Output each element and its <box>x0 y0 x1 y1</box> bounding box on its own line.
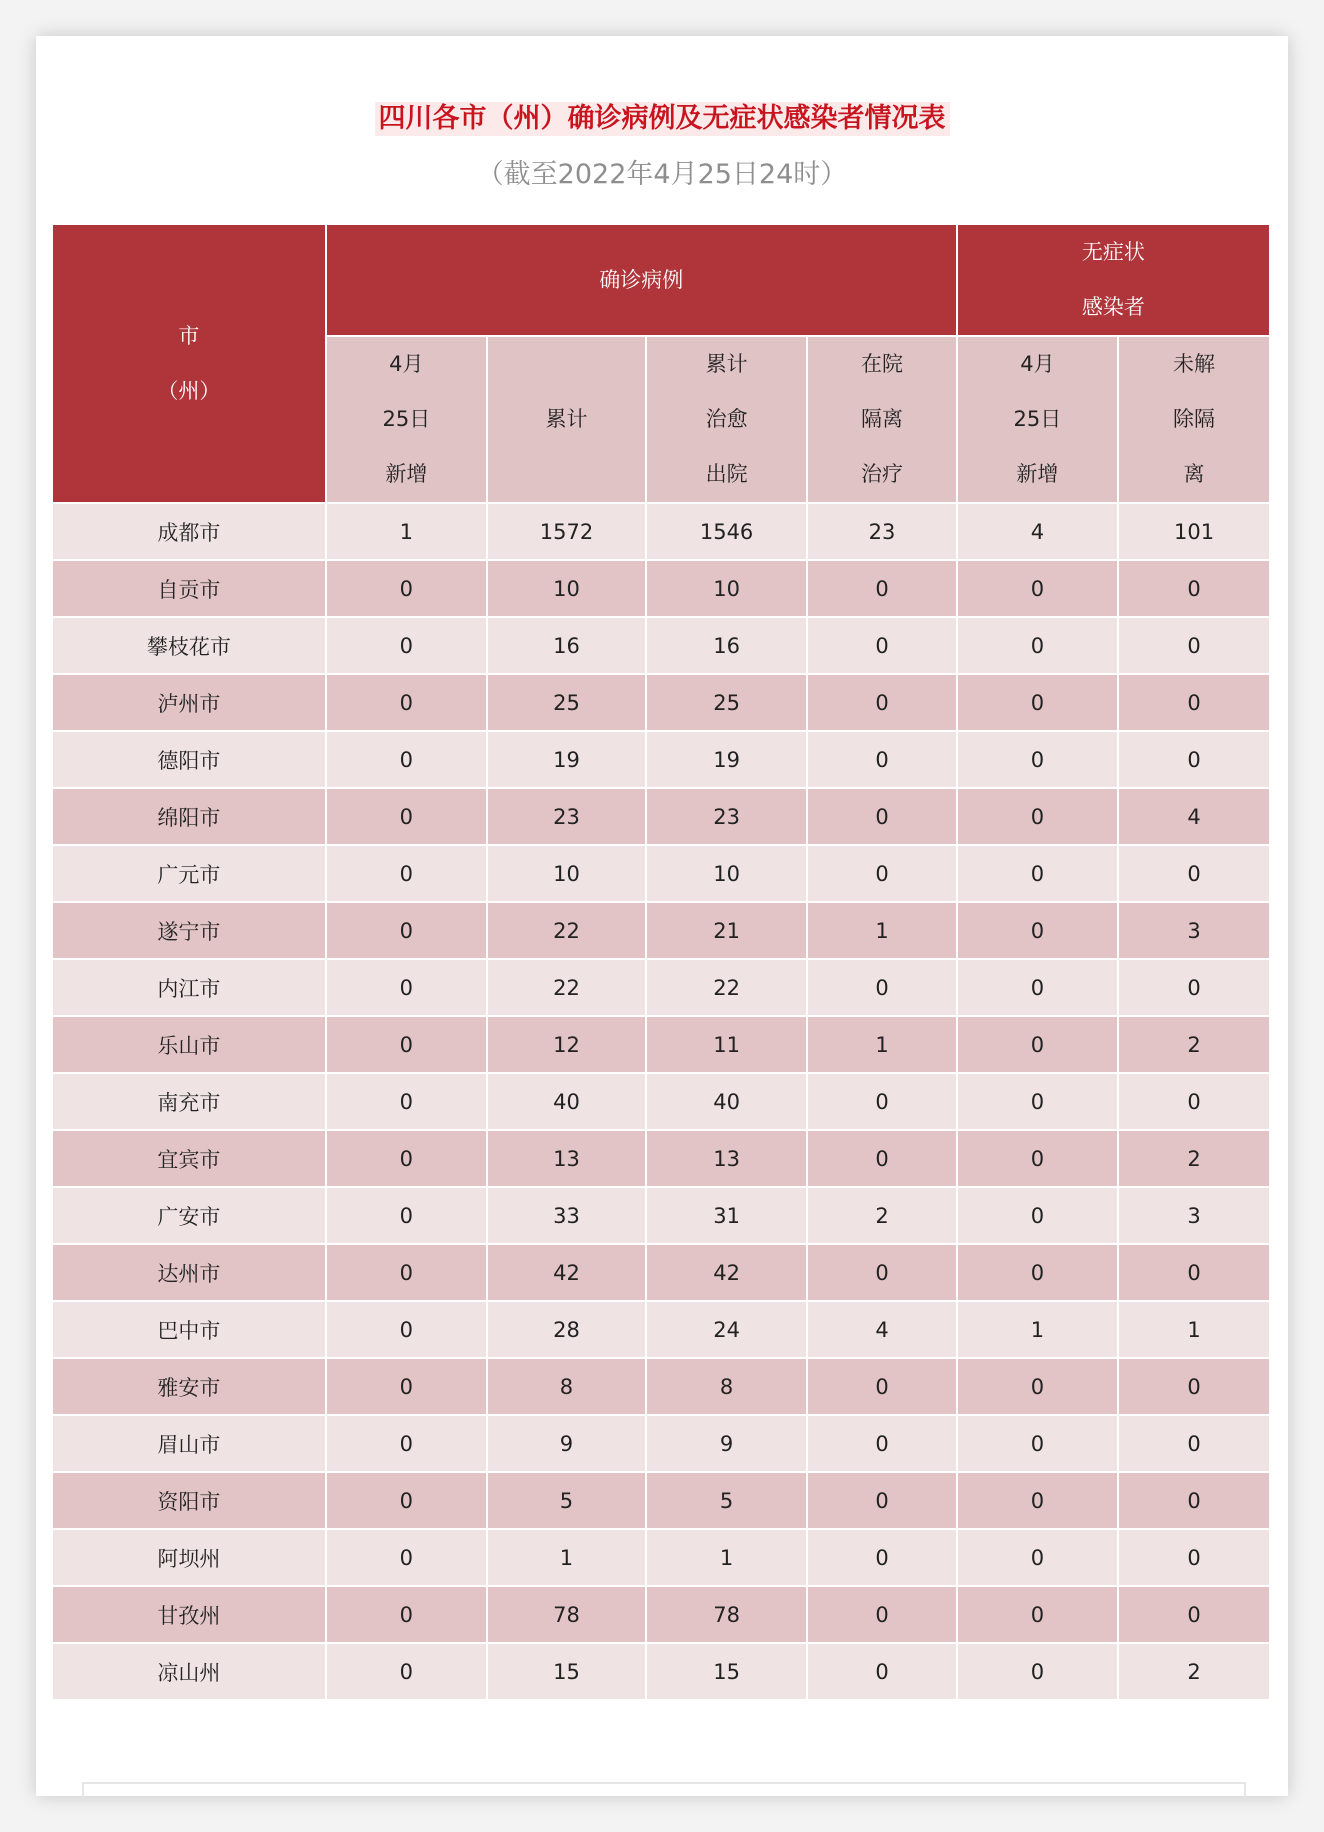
value-cell: 1 <box>1119 1302 1269 1357</box>
value-cell: 0 <box>1119 561 1269 616</box>
city-name-cell: 广元市 <box>53 846 325 901</box>
value-cell: 10 <box>647 561 806 616</box>
subheader-line: 累计 <box>705 352 748 376</box>
subheader-cell <box>958 337 1117 502</box>
value-cell: 0 <box>327 1530 486 1585</box>
table-row <box>53 1530 1269 1585</box>
table-row <box>53 504 1269 559</box>
value-cell: 15 <box>488 1644 645 1699</box>
value-cell: 0 <box>327 1188 486 1243</box>
table-row <box>53 1416 1269 1471</box>
page-title: 四川各市（州）确诊病例及无症状感染者情况表 <box>375 102 950 136</box>
value-cell: 0 <box>808 846 956 901</box>
table-row <box>53 1587 1269 1642</box>
value-cell: 0 <box>808 1359 956 1414</box>
header-city-line: （州） <box>157 378 221 403</box>
value-cell: 0 <box>327 1359 486 1414</box>
value-cell: 40 <box>488 1074 645 1129</box>
value-cell: 31 <box>647 1188 806 1243</box>
value-cell: 0 <box>327 1017 486 1072</box>
value-cell: 0 <box>958 1359 1117 1414</box>
value-cell: 13 <box>488 1131 645 1186</box>
value-cell: 0 <box>808 1587 956 1642</box>
subheader-line: 4月 <box>389 352 424 376</box>
city-name-cell: 成都市 <box>53 504 325 559</box>
value-cell: 0 <box>958 1188 1117 1243</box>
city-name-cell: 广安市 <box>53 1188 325 1243</box>
value-cell: 5 <box>488 1473 645 1528</box>
value-cell: 0 <box>327 1074 486 1129</box>
city-name-cell: 遂宁市 <box>53 903 325 958</box>
subheader-line: 隔离 <box>861 407 903 431</box>
header-city-line: 市 <box>178 323 200 348</box>
value-cell: 4 <box>958 504 1117 559</box>
value-cell: 0 <box>327 1644 486 1699</box>
value-cell: 0 <box>808 732 956 787</box>
value-cell: 0 <box>808 1131 956 1186</box>
value-cell: 0 <box>327 1131 486 1186</box>
value-cell: 1546 <box>647 504 806 559</box>
value-cell: 2 <box>808 1188 956 1243</box>
value-cell: 0 <box>958 618 1117 673</box>
value-cell: 16 <box>647 618 806 673</box>
value-cell: 0 <box>958 1074 1117 1129</box>
value-cell: 0 <box>958 903 1117 958</box>
value-cell: 78 <box>647 1587 806 1642</box>
subheader-cell <box>808 337 956 502</box>
value-cell: 2 <box>1119 1644 1269 1699</box>
value-cell: 42 <box>488 1245 645 1300</box>
value-cell: 3 <box>1119 903 1269 958</box>
value-cell: 1 <box>808 903 956 958</box>
subheader-line: 未解 <box>1173 352 1216 376</box>
city-name-cell: 攀枝花市 <box>53 618 325 673</box>
value-cell: 22 <box>488 960 645 1015</box>
bottom-divider <box>82 1782 1246 1798</box>
value-cell: 1 <box>327 504 486 559</box>
value-cell: 4 <box>1119 789 1269 844</box>
city-name-cell: 巴中市 <box>53 1302 325 1357</box>
subheader-line: 在院 <box>861 352 903 376</box>
subheader-cell <box>1119 337 1269 502</box>
value-cell: 25 <box>647 675 806 730</box>
value-cell: 0 <box>958 1131 1117 1186</box>
city-name-cell: 资阳市 <box>53 1473 325 1528</box>
value-cell: 23 <box>488 789 645 844</box>
table-row <box>53 846 1269 901</box>
value-cell: 0 <box>958 1245 1117 1300</box>
city-name-cell: 泸州市 <box>53 675 325 730</box>
value-cell: 0 <box>958 1473 1117 1528</box>
value-cell: 21 <box>647 903 806 958</box>
subheader-line: 治愈 <box>705 407 748 431</box>
value-cell: 1 <box>488 1530 645 1585</box>
value-cell: 0 <box>958 1644 1117 1699</box>
value-cell: 0 <box>1119 1416 1269 1471</box>
city-name-cell: 眉山市 <box>53 1416 325 1471</box>
article-card <box>36 36 1288 1796</box>
value-cell: 2 <box>1119 1017 1269 1072</box>
value-cell: 5 <box>647 1473 806 1528</box>
table-row <box>53 1188 1269 1243</box>
header-asymptomatic-line: 感染者 <box>1081 295 1145 319</box>
city-name-cell: 乐山市 <box>53 1017 325 1072</box>
value-cell: 12 <box>488 1017 645 1072</box>
city-name-cell: 绵阳市 <box>53 789 325 844</box>
table-row <box>53 1017 1269 1072</box>
header-asymptomatic-line: 无症状 <box>1081 240 1145 264</box>
subheader-line: 累计 <box>545 407 588 431</box>
value-cell: 0 <box>1119 846 1269 901</box>
value-cell: 0 <box>958 789 1117 844</box>
value-cell: 0 <box>808 561 956 616</box>
table-row <box>53 1644 1269 1699</box>
value-cell: 8 <box>647 1359 806 1414</box>
table-body <box>53 504 1269 1699</box>
table-row <box>53 1473 1269 1528</box>
value-cell: 0 <box>327 846 486 901</box>
value-cell: 0 <box>808 1530 956 1585</box>
subheader-cell <box>488 337 645 502</box>
value-cell: 0 <box>327 561 486 616</box>
city-name-cell: 达州市 <box>53 1245 325 1300</box>
header-asymptomatic <box>958 225 1269 335</box>
covid-stats-table <box>51 223 1271 1701</box>
value-cell: 3 <box>1119 1188 1269 1243</box>
value-cell: 9 <box>647 1416 806 1471</box>
value-cell: 1 <box>647 1530 806 1585</box>
value-cell: 0 <box>958 561 1117 616</box>
value-cell: 23 <box>808 504 956 559</box>
value-cell: 15 <box>647 1644 806 1699</box>
table-row <box>53 1302 1269 1357</box>
value-cell: 11 <box>647 1017 806 1072</box>
value-cell: 0 <box>808 675 956 730</box>
value-cell: 0 <box>958 1530 1117 1585</box>
city-name-cell: 宜宾市 <box>53 1131 325 1186</box>
value-cell: 0 <box>808 1644 956 1699</box>
table-row <box>53 1074 1269 1129</box>
value-cell: 1 <box>958 1302 1117 1357</box>
value-cell: 10 <box>647 846 806 901</box>
table-row <box>53 903 1269 958</box>
value-cell: 19 <box>488 732 645 787</box>
value-cell: 42 <box>647 1245 806 1300</box>
city-name-cell: 自贡市 <box>53 561 325 616</box>
city-name-cell: 南充市 <box>53 1074 325 1129</box>
subheader-line: 除隔 <box>1173 407 1216 431</box>
subheader-line: 25日 <box>382 407 431 431</box>
table-row <box>53 960 1269 1015</box>
city-name-cell: 阿坝州 <box>53 1530 325 1585</box>
table-row <box>53 1359 1269 1414</box>
table-row <box>53 1245 1269 1300</box>
table-row <box>53 675 1269 730</box>
subheader-cell <box>327 337 486 502</box>
table-row <box>53 561 1269 616</box>
value-cell: 0 <box>958 846 1117 901</box>
value-cell: 0 <box>808 1473 956 1528</box>
value-cell: 25 <box>488 675 645 730</box>
value-cell: 28 <box>488 1302 645 1357</box>
value-cell: 0 <box>1119 960 1269 1015</box>
value-cell: 0 <box>958 960 1117 1015</box>
city-name-cell: 内江市 <box>53 960 325 1015</box>
value-cell: 0 <box>1119 675 1269 730</box>
value-cell: 78 <box>488 1587 645 1642</box>
value-cell: 0 <box>958 1587 1117 1642</box>
value-cell: 0 <box>1119 1359 1269 1414</box>
page-title-wrap <box>36 102 1288 136</box>
value-cell: 0 <box>808 618 956 673</box>
value-cell: 0 <box>808 1245 956 1300</box>
value-cell: 22 <box>647 960 806 1015</box>
value-cell: 0 <box>1119 1074 1269 1129</box>
value-cell: 0 <box>808 1416 956 1471</box>
value-cell: 0 <box>808 789 956 844</box>
value-cell: 0 <box>327 789 486 844</box>
value-cell: 0 <box>327 1302 486 1357</box>
table-row <box>53 1131 1269 1186</box>
value-cell: 1572 <box>488 504 645 559</box>
header-city <box>53 225 325 502</box>
value-cell: 0 <box>327 903 486 958</box>
value-cell: 0 <box>327 732 486 787</box>
subheader-line: 治疗 <box>861 462 903 486</box>
value-cell: 23 <box>647 789 806 844</box>
value-cell: 13 <box>647 1131 806 1186</box>
value-cell: 16 <box>488 618 645 673</box>
city-name-cell: 雅安市 <box>53 1359 325 1414</box>
value-cell: 0 <box>327 960 486 1015</box>
value-cell: 0 <box>1119 732 1269 787</box>
value-cell: 0 <box>1119 1530 1269 1585</box>
subheader-cell <box>647 337 806 502</box>
subheader-line: 25日 <box>1013 407 1062 431</box>
value-cell: 2 <box>1119 1131 1269 1186</box>
value-cell: 0 <box>327 1416 486 1471</box>
subheader-line: 新增 <box>385 462 428 486</box>
value-cell: 0 <box>808 1074 956 1129</box>
value-cell: 10 <box>488 846 645 901</box>
subheader-line: 出院 <box>705 462 748 486</box>
value-cell: 0 <box>327 618 486 673</box>
subheader-line: 新增 <box>1016 462 1059 486</box>
value-cell: 40 <box>647 1074 806 1129</box>
value-cell: 4 <box>808 1302 956 1357</box>
value-cell: 0 <box>958 1416 1117 1471</box>
table-row <box>53 732 1269 787</box>
page-subtitle: （截至2022年4月25日24时） <box>476 159 848 190</box>
value-cell: 0 <box>1119 1473 1269 1528</box>
value-cell: 0 <box>1119 1587 1269 1642</box>
value-cell: 0 <box>1119 618 1269 673</box>
value-cell: 0 <box>1119 1245 1269 1300</box>
value-cell: 0 <box>327 675 486 730</box>
header-confirmed: 确诊病例 <box>327 225 956 335</box>
value-cell: 22 <box>488 903 645 958</box>
value-cell: 0 <box>958 732 1117 787</box>
city-name-cell: 凉山州 <box>53 1644 325 1699</box>
city-name-cell: 德阳市 <box>53 732 325 787</box>
value-cell: 0 <box>808 960 956 1015</box>
table-row <box>53 789 1269 844</box>
value-cell: 24 <box>647 1302 806 1357</box>
value-cell: 0 <box>327 1245 486 1300</box>
value-cell: 0 <box>327 1587 486 1642</box>
value-cell: 1 <box>808 1017 956 1072</box>
value-cell: 8 <box>488 1359 645 1414</box>
subheader-line: 离 <box>1183 462 1205 486</box>
value-cell: 9 <box>488 1416 645 1471</box>
city-name-cell: 甘孜州 <box>53 1587 325 1642</box>
value-cell: 0 <box>958 675 1117 730</box>
value-cell: 33 <box>488 1188 645 1243</box>
subheader-line: 4月 <box>1020 352 1055 376</box>
value-cell: 101 <box>1119 504 1269 559</box>
value-cell: 0 <box>958 1017 1117 1072</box>
value-cell: 10 <box>488 561 645 616</box>
table-row <box>53 618 1269 673</box>
value-cell: 19 <box>647 732 806 787</box>
value-cell: 0 <box>327 1473 486 1528</box>
